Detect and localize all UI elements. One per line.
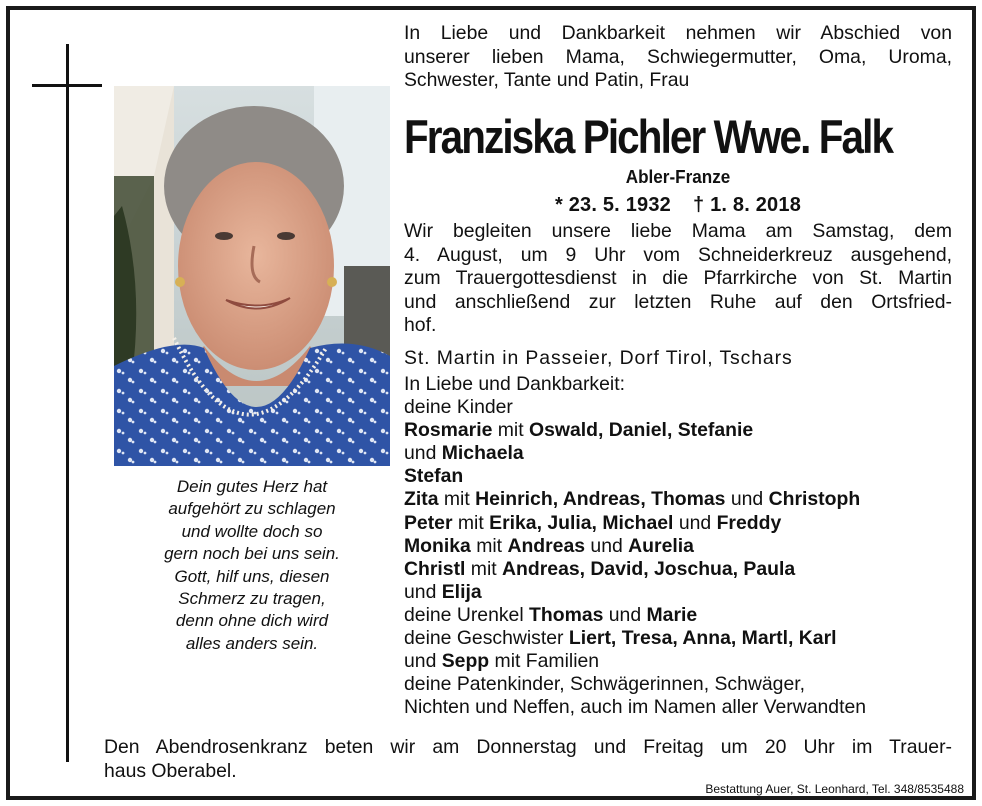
mourner-name: Peter — [404, 511, 453, 534]
mourner-text: und — [404, 580, 442, 603]
mourner-text: mit — [470, 534, 508, 557]
mourner-name: Christoph — [768, 488, 861, 511]
mourner-line — [404, 650, 964, 673]
mourner-line — [404, 673, 964, 696]
mourner-text: mit — [465, 557, 503, 580]
mourner-text: und — [404, 650, 442, 673]
mourner-line — [404, 696, 964, 719]
mourner-text: mit — [438, 488, 476, 511]
mourner-text: mit Familien — [489, 650, 600, 673]
mourner-name: Zita — [404, 488, 439, 511]
funeral-announcement — [404, 220, 952, 338]
rosary-announcement — [104, 736, 952, 783]
mourner-name: Liert, Tresa, Anna, Martl, Karl — [568, 627, 837, 650]
funeral-line: Wir begleiten unsere liebe Mama am Samstag, dem — [404, 220, 952, 242]
rosary-line: haus Oberabel. — [104, 759, 237, 782]
mourner-text: deine Patenkinder, Schwägerinnen, Schwäger, — [404, 673, 806, 696]
mourner-line — [404, 627, 964, 650]
birth-date: * 23. 5. 1932 — [554, 194, 671, 216]
mourner-name: Aurelia — [628, 534, 694, 557]
mourner-text: Nichten und Neffen, auch im Namen aller Verwandten — [404, 696, 867, 719]
mourner-line — [404, 535, 964, 558]
mourner-name: Sepp — [441, 650, 490, 673]
mourner-text: deine Geschwister — [404, 627, 569, 650]
mourner-line — [404, 442, 964, 465]
death-date: † 1. 8. 2018 — [692, 194, 802, 216]
funeral-line: und anschließend zur letzten Ruhe auf den Ortsfried- — [404, 290, 952, 313]
mourner-text: mit — [452, 511, 490, 534]
mourner-line — [404, 604, 964, 627]
mourner-text: und — [404, 442, 442, 465]
memorial-poem — [114, 476, 390, 655]
intro-line: Schwester, Tante und Patin, Frau — [404, 69, 690, 92]
mourner-text: mit — [492, 419, 530, 442]
poem-line: gern noch bei uns sein. — [164, 544, 340, 564]
poem-line: und wollte doch so — [181, 521, 323, 541]
cross-icon — [66, 44, 69, 762]
mourner-text: In Liebe und Dankbarkeit: — [404, 373, 625, 395]
mourner-name: Freddy — [716, 511, 782, 534]
mourner-line — [404, 419, 964, 442]
funeral-line: zum Trauergottesdienst in die Pfarrkirche von St. Martin — [404, 267, 952, 290]
mourner-line — [404, 396, 964, 419]
mourners-list — [404, 373, 964, 719]
mourner-text: und — [603, 603, 647, 626]
funeral-line: hof. — [404, 314, 437, 337]
mourner-name: Erika, Julia, Michael — [489, 511, 674, 534]
deceased-nickname: Abler-Franze — [625, 167, 731, 187]
mourner-line — [404, 581, 964, 604]
mourner-name: Monika — [404, 534, 471, 557]
poem-line: denn ohne dich wird — [175, 611, 329, 631]
poem-line: Dein gutes Herz hat — [176, 477, 328, 496]
mourner-text: deine Urenkel — [404, 603, 530, 626]
life-dates — [404, 193, 952, 217]
deceased-name: Franziska Pichler Wwe. Falk — [404, 110, 893, 163]
mourner-text: und — [725, 488, 769, 511]
mourner-line — [404, 512, 964, 535]
mourner-name: Thomas — [529, 603, 604, 626]
cross-icon-bar — [32, 84, 102, 87]
mourner-name: Christl — [404, 557, 466, 580]
mourner-name: Andreas, David, Joschua, Paula — [502, 557, 796, 580]
mourner-line — [404, 488, 964, 511]
mourner-line — [404, 373, 964, 396]
mourner-text: und — [585, 534, 629, 557]
mourner-name: Elija — [441, 580, 482, 603]
funeral-line: 4. August, um 9 Uhr vom Schneiderkreuz ausgehend, — [404, 243, 952, 266]
mourner-text: deine Kinder — [404, 396, 513, 419]
mourner-text: und — [673, 511, 717, 534]
undertaker-credit: Bestattung Auer, St. Leonhard, Tel. 348/8535488 — [705, 782, 964, 796]
poem-line: alles anders sein. — [185, 633, 319, 653]
mourner-name: Oswald, Daniel, Stefanie — [529, 419, 754, 442]
mourner-name: Rosmarie — [404, 419, 493, 442]
mourner-name: Andreas — [507, 534, 586, 557]
mourner-name: Heinrich, Andreas, Thomas — [475, 488, 726, 511]
poem-line: Gott, hilf uns, diesen — [174, 566, 330, 586]
mourner-name: Michaela — [441, 442, 524, 465]
place-line: St. Martin in Passeier, Dorf Tirol, Tschars — [404, 347, 793, 369]
rosary-line: Den Abendrosenkranz beten wir am Donnerstag und Freitag um 20 Uhr im Trauer- — [104, 736, 952, 758]
intro-text — [404, 22, 952, 93]
intro-line: unserer lieben Mama, Schwiegermutter, Oma, Uroma, — [404, 45, 952, 68]
portrait-photo — [114, 86, 390, 466]
intro-line: In Liebe und Dankbarkeit nehmen wir Abschied von — [404, 22, 952, 44]
poem-line: aufgehört zu schlagen — [168, 499, 336, 519]
mourner-line — [404, 465, 964, 488]
mourner-line — [404, 558, 964, 581]
poem-line: Schmerz zu tragen, — [178, 589, 326, 609]
mourner-name: Marie — [646, 603, 698, 626]
mourner-name: Stefan — [404, 465, 464, 488]
